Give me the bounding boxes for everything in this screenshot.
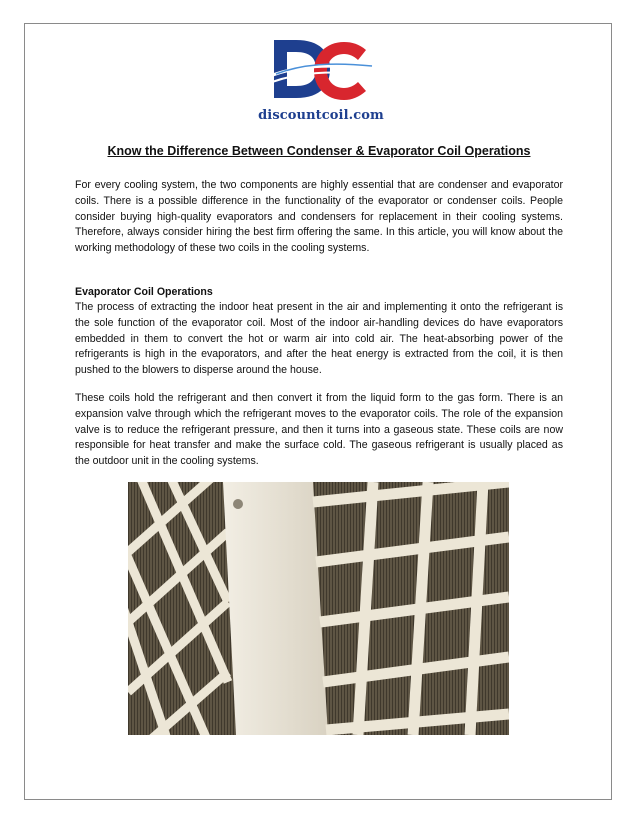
- dc-logo-icon: [256, 30, 386, 110]
- section-heading-evaporator: Evaporator Coil Operations: [75, 286, 213, 298]
- ac-unit-photo: [128, 482, 509, 735]
- ac-grille-image: [128, 482, 509, 735]
- document-title: Know the Difference Between Condenser & Evaporator Coil Operations: [107, 144, 531, 158]
- logo-domain-text: discountcoil.com: [258, 108, 384, 123]
- evaporator-paragraph: The process of extracting the indoor heat present in the air and implementing it onto the refrigerant is the sole function of the evaporator coil. Most of the indoor air-handling devices do have evaporators embedded in them to convert the hot or warm air into cold air. The heat-absorbing power of the refrigerants is high in the evaporators, and after the heat energy is extracted from the coil, it is then pushed to the blowers to disperse around the house.: [75, 301, 563, 377]
- company-logo: [256, 30, 386, 130]
- coils-paragraph: These coils hold the refrigerant and then convert it from the liquid form to the gas form. There is an expansion valve through which the refrigerant moves to the evaporator coils. The role of the expansion valve is to reduce the refrigerant pressure, and then it turns into a gaseous state. These coils are now responsible for heat transfer and make the surface cold. The gaseous refrigerant is usually placed as the outdoor unit in the cooling systems.: [75, 392, 563, 468]
- intro-paragraph: For every cooling system, the two components are highly essential that are condenser and evaporator coils. There is a possible difference in the functionality of the evaporator or condenser coils. People consider buying high-quality evaporators and condensers for replacement in their cooling systems. Therefore, always consider hiring the best firm offering the same. In this article, you will know about the working methodology of these two coils in the cooling systems.: [75, 179, 563, 255]
